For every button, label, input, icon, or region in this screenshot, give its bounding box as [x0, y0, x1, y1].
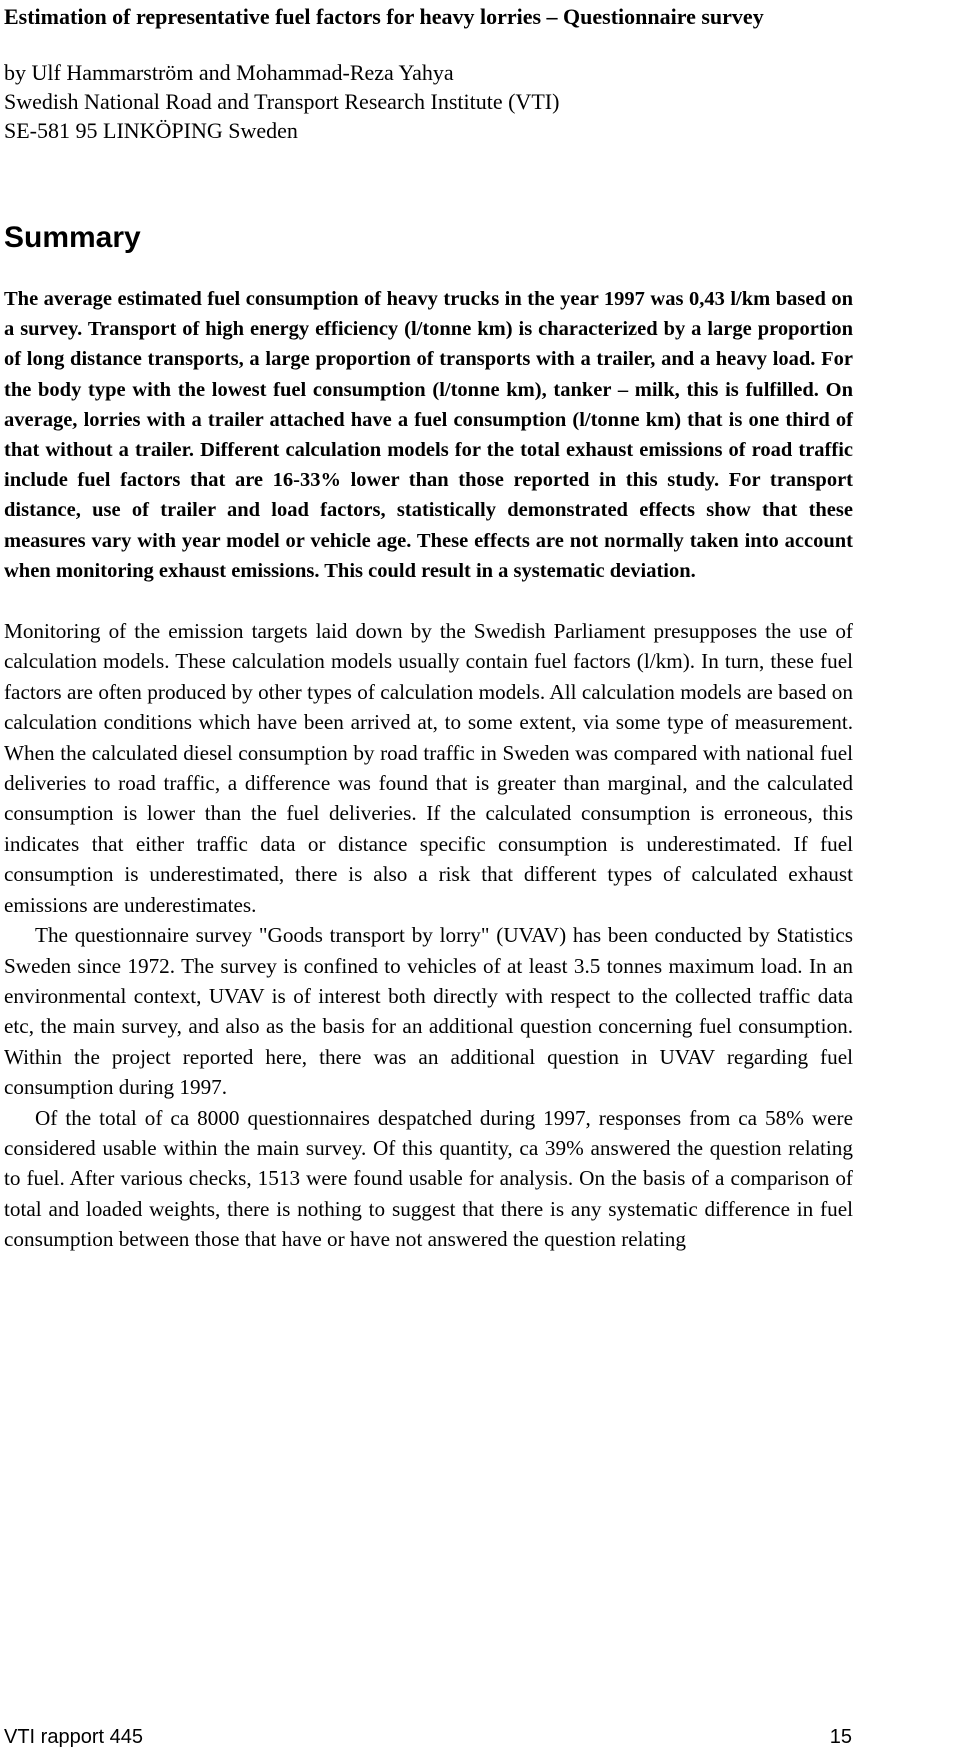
body-paragraph-3: Of the total of ca 8000 questionnaires despatched during 1997, responses from ca 58% were considered usable within the main survey. Of this quantity, ca 39% answered the question relating to fuel. After various checks, 1513 were found usable for analysis. On the basis of a comparison of total and loaded weights, there is nothing to suggest that there is any systematic difference in fuel consumption between those that have or have not answered the question relating [4, 1105, 853, 1252]
document-page [4, 0, 853, 1255]
body-paragraph-2: The questionnaire survey "Goods transport by lorry" (UVAV) has been conducted by Statistics Sweden since 1972. The survey is confined to vehicles of at least 3.5 tonnes maximum load. In an environmental context, UVAV is of interest both directly with respect to the collected traffic data etc, the main survey, and also as the basis for an additional question concerning fuel consumption. Within the project reported here, there was an additional question in UVAV regarding fuel consumption during 1997. [4, 923, 853, 1100]
author-block [4, 58, 853, 145]
institution-line: Swedish National Road and Transport Research Institute (VTI) [4, 89, 560, 114]
summary-heading: Summary [4, 221, 141, 254]
address-line: SE-581 95 LINKÖPING Sweden [4, 118, 298, 143]
page-footer [4, 1722, 852, 1752]
authors-line: by Ulf Hammarström and Mohammad-Reza Yahya [4, 60, 454, 85]
body-paragraph-1: Monitoring of the emission targets laid down by the Swedish Parliament presupposes the use of calculation models. These calculation models usually contain fuel factors (l/km). In turn, these fuel factors are often produced by other types of calculation models. All calculation models are based on calculation conditions which have been arrived at, to some extent, via some type of measurement. When the calculated diesel consumption by road traffic in Sweden was compared with national fuel deliveries to road traffic, a difference was found that is greater than marginal, and the calculated consumption is lower than the fuel deliveries. If the calculated consumption is erroneous, this indicates that either traffic data or distance specific consumption is underestimated. If fuel consumption is underestimated, there is also a risk that different types of calculated exhaust emissions are underestimates. [4, 619, 853, 917]
report-number: VTI rapport 445 [4, 1726, 143, 1748]
page-number: 15 [829, 1726, 852, 1748]
body-text [4, 616, 853, 1255]
document-title: Estimation of representative fuel factors for heavy lorries – Questionnaire survey [4, 4, 764, 29]
abstract-paragraph: The average estimated fuel consumption of heavy trucks in the year 1997 was 0,43 l/km based on a survey. Transport of high energy efficiency (l/tonne km) is characterized by a large proportion of long distance transports, a large proportion of transports with a trailer, and a heavy load. For the body type with the lowest fuel consumption (l/tonne km), tanker – milk, this is fulfilled. On average, lorries with a trailer attached have a fuel consumption (l/tonne km) that is one third of that without a trailer. Different calculation models for the total exhaust emissions of road traffic include fuel factors that are 16-33% lower than those reported in this study. For transport distance, use of trailer and load factors, statistically demonstrated effects show that these measures vary with year model or vehicle age. These effects are not normally taken into account when monitoring exhaust emissions. This could result in a systematic deviation. [4, 288, 853, 582]
